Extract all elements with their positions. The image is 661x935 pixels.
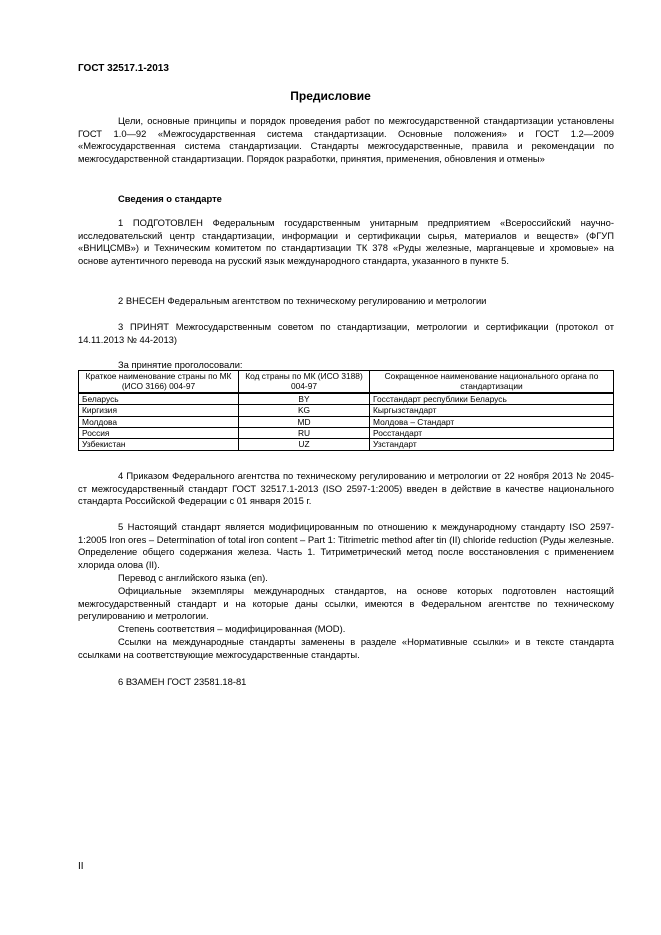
- doc-code-header: ГОСТ 32517.1-2013: [78, 63, 169, 74]
- section-subheading: Сведения о стандарте: [118, 193, 222, 204]
- item-6-paragraph: 6 ВЗАМЕН ГОСТ 23581.18-81: [118, 676, 247, 687]
- table-cell: Узстандарт: [370, 439, 614, 450]
- votes-table: [78, 370, 614, 451]
- table-row: [79, 428, 614, 439]
- item-2-paragraph: 2 ВНЕСЕН Федеральным агентством по техническому регулированию и метрологии: [118, 295, 487, 306]
- item-5-copies: Официальные экземпляры международных стандартов, на основе которых подготовлен настоящий межгосударственный стандарт и на которые даны ссылки, имеются в Федеральном агентстве по техническому регулированию и метрологии.: [78, 585, 614, 622]
- item-3-paragraph: 3 ПРИНЯТ Межгосударственным советом по стандартизации, метрологии и сертификации (протокол от 14.11.2013 № 44-2013): [78, 321, 614, 345]
- item-5-paragraph: 5 Настоящий стандарт является модифицированным по отношению к международному стандарту ISO 2597-1:2005 Iron ores – Determination of total iron content – Part 1: Titrimetric method after tin (II) chloride reduction (Руды железные. Определение общего содержания железа. Часть 1. Титриметрический метод после восстановления с применением хлорида олова (II).: [78, 521, 614, 570]
- table-cell: Киргизия: [79, 405, 239, 416]
- page-number: II: [78, 861, 84, 872]
- table-row: [79, 393, 614, 405]
- table-cell: MD: [239, 416, 370, 427]
- table-cell: Россия: [79, 428, 239, 439]
- item-4-paragraph: 4 Приказом Федерального агентства по техническому регулированию и метрологии от 22 ноября 2013 № 2045-ст межгосударственный стандарт ГОСТ 32517.1-2013 (ISO 2597-1:2005) введен в действие в качестве национального стандарта Российской Федерации с 01 января 2015 г.: [78, 470, 614, 507]
- table-cell: Беларусь: [79, 393, 239, 405]
- item-5-language: Перевод с английского языка (en).: [118, 572, 268, 583]
- votes-label: За принятие проголосовали:: [118, 359, 243, 370]
- page-title: Предисловие: [290, 89, 371, 103]
- table-cell: Молдова: [79, 416, 239, 427]
- table-cell: Росстандарт: [370, 428, 614, 439]
- item-5-references: Ссылки на международные стандарты заменены в разделе «Нормативные ссылки» и в тексте стандарта ссылками на соответствующие межгосударственные стандарты.: [78, 636, 614, 660]
- table-header-row: [79, 371, 614, 393]
- table-row: [79, 439, 614, 450]
- table-header-cell: Краткое наименование страны по МК (ИСО 3166) 004-97: [79, 371, 239, 393]
- table-cell: KG: [239, 405, 370, 416]
- table-cell: Госстандарт республики Беларусь: [370, 393, 614, 405]
- table-cell: RU: [239, 428, 370, 439]
- item-5-degree: Степень соответствия – модифицированная (MOD).: [118, 623, 346, 634]
- table-row: [79, 405, 614, 416]
- table-header-cell: Сокращенное наименование национального органа по стандартизации: [370, 371, 614, 393]
- table-cell: Узбекистан: [79, 439, 239, 450]
- table-row: [79, 416, 614, 427]
- intro-paragraph: Цели, основные принципы и порядок проведения работ по межгосударственной стандартизации установлены ГОСТ 1.0—92 «Межгосударственная система стандартизации. Основные положения» и ГОСТ 1.2—2009 «Межгосударственная система стандартизации. Стандарты межгосударственные, правила и рекомендации по межгосударственной стандартизации. Порядок разработки, принятия, применения, обновления и отмены»: [78, 115, 614, 164]
- table-cell: Молдова – Стандарт: [370, 416, 614, 427]
- item-1-paragraph: 1 ПОДГОТОВЛЕН Федеральным государственным унитарным предприятием «Всероссийский научно-исследовательский центр стандартизации, информации и сертификации сырья, материалов и веществ» (ФГУП «ВНИЦСМВ») и Техническим комитетом по стандартизации ТК 378 «Руды железные, марганцевые и хромовые» на основе аутентичного перевода на русский язык международного стандарта, указанного в пункте 5.: [78, 217, 614, 266]
- table-cell: UZ: [239, 439, 370, 450]
- table-cell: Кыргызстандарт: [370, 405, 614, 416]
- table-header-cell: Код страны по МК (ИСО 3188) 004-97: [239, 371, 370, 393]
- table-cell: BY: [239, 393, 370, 405]
